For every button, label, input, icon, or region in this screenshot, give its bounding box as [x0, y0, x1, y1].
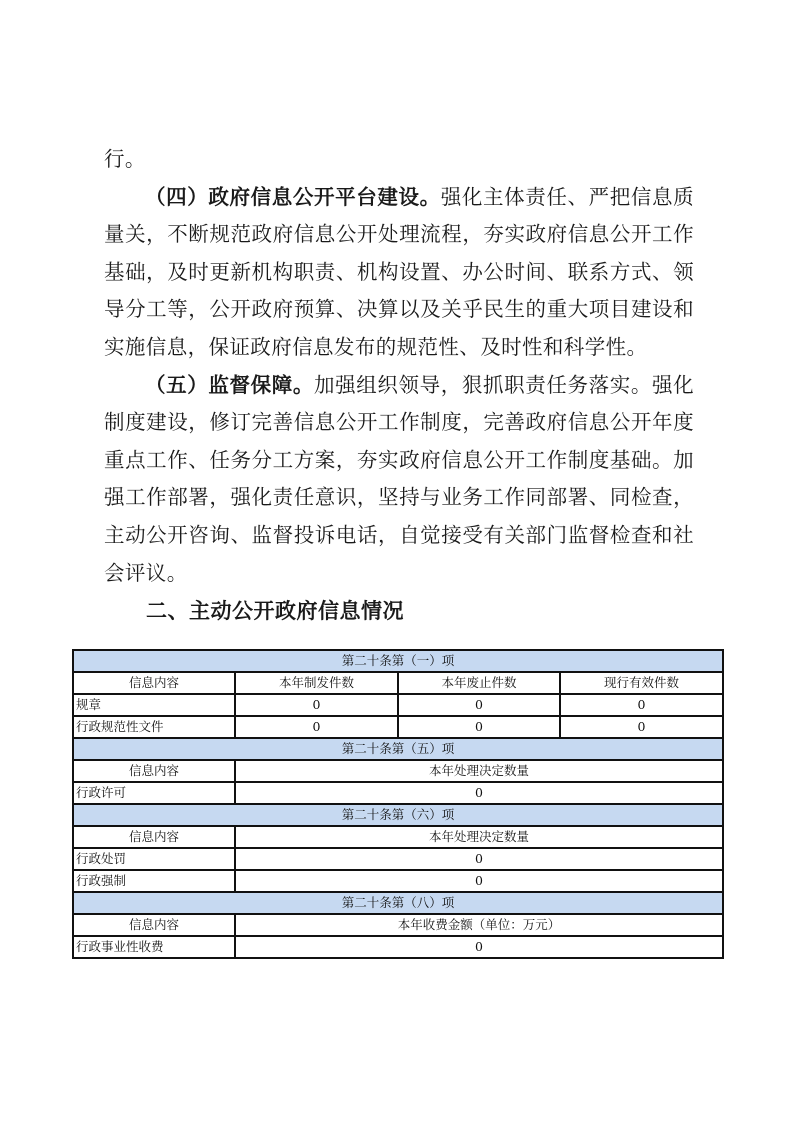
cell-value: 0 — [398, 716, 560, 738]
cell-value: 0 — [235, 848, 723, 870]
cell-value: 0 — [560, 694, 723, 716]
table-section-header — [73, 650, 723, 672]
table-section-header — [73, 892, 723, 914]
paragraph-continuation — [104, 141, 694, 179]
column-header: 信息内容 — [73, 826, 235, 848]
table-row — [73, 782, 723, 804]
paragraph-text: 行。 — [104, 147, 146, 171]
table-row — [73, 936, 723, 958]
section-title: 第二十条第（一）项 — [73, 650, 723, 672]
cell-value: 0 — [235, 936, 723, 958]
column-header: 信息内容 — [73, 760, 235, 782]
column-header: 本年处理决定数量 — [235, 760, 723, 782]
column-header: 信息内容 — [73, 914, 235, 936]
body-text — [104, 141, 694, 592]
paragraph-lead: （四）政府信息公开平台建设。 — [145, 184, 441, 209]
cell-value: 0 — [560, 716, 723, 738]
table-row — [73, 716, 723, 738]
row-label: 行政许可 — [73, 782, 235, 804]
column-header: 本年处理决定数量 — [235, 826, 723, 848]
row-label: 行政规范性文件 — [73, 716, 235, 738]
column-header: 本年废止件数 — [398, 672, 560, 694]
column-header: 信息内容 — [73, 672, 235, 694]
disclosure-table — [72, 649, 724, 959]
table-column-header-row — [73, 914, 723, 936]
table-column-header-row — [73, 672, 723, 694]
row-label: 规章 — [73, 694, 235, 716]
section-heading: 二、主动公开政府信息情况 — [146, 599, 404, 623]
cell-value: 0 — [235, 716, 398, 738]
section-title: 第二十条第（五）项 — [73, 738, 723, 760]
paragraph-platform-construction — [104, 179, 694, 367]
table-section-header — [73, 804, 723, 826]
column-header: 现行有效件数 — [560, 672, 723, 694]
table-row — [73, 848, 723, 870]
cell-value: 0 — [235, 870, 723, 892]
section-title: 第二十条第（六）项 — [73, 804, 723, 826]
table-column-header-row — [73, 760, 723, 782]
table-column-header-row — [73, 826, 723, 848]
row-label: 行政强制 — [73, 870, 235, 892]
paragraph-text: 强化主体责任、严把信息质量关，不断规范政府信息公开处理流程，夯实政府信息公开工作基础，及时更新机构职责、机构设置、办公时间、联系方式、领导分工等，公开政府预算、决算以及关乎民生的重大项目建设和实施信息，保证政府信息发布的规范性、及时性和科学性。 — [104, 184, 694, 359]
paragraph-lead: （五）监督保障。 — [145, 372, 314, 397]
paragraph-text: 加强组织领导，狠抓职责任务落实。强化制度建设，修订完善信息公开工作制度，完善政府信息公开年度重点工作、任务分工方案，夯实政府信息公开工作制度基础。加强工作部署，强化责任意识，坚持与业务工作同部署、同检查，主动公开咨询、监督投诉电话，自觉接受有关部门监督检查和社会评议。 — [104, 372, 695, 585]
row-label: 行政事业性收费 — [73, 936, 235, 958]
table-row — [73, 870, 723, 892]
column-header: 本年制发件数 — [235, 672, 398, 694]
table-row — [73, 694, 723, 716]
cell-value: 0 — [398, 694, 560, 716]
table-section-header — [73, 738, 723, 760]
cell-value: 0 — [235, 782, 723, 804]
section-title: 第二十条第（八）项 — [73, 892, 723, 914]
cell-value: 0 — [235, 694, 398, 716]
row-label: 行政处罚 — [73, 848, 235, 870]
column-header: 本年收费金额（单位：万元） — [235, 914, 723, 936]
paragraph-supervision — [104, 367, 694, 593]
